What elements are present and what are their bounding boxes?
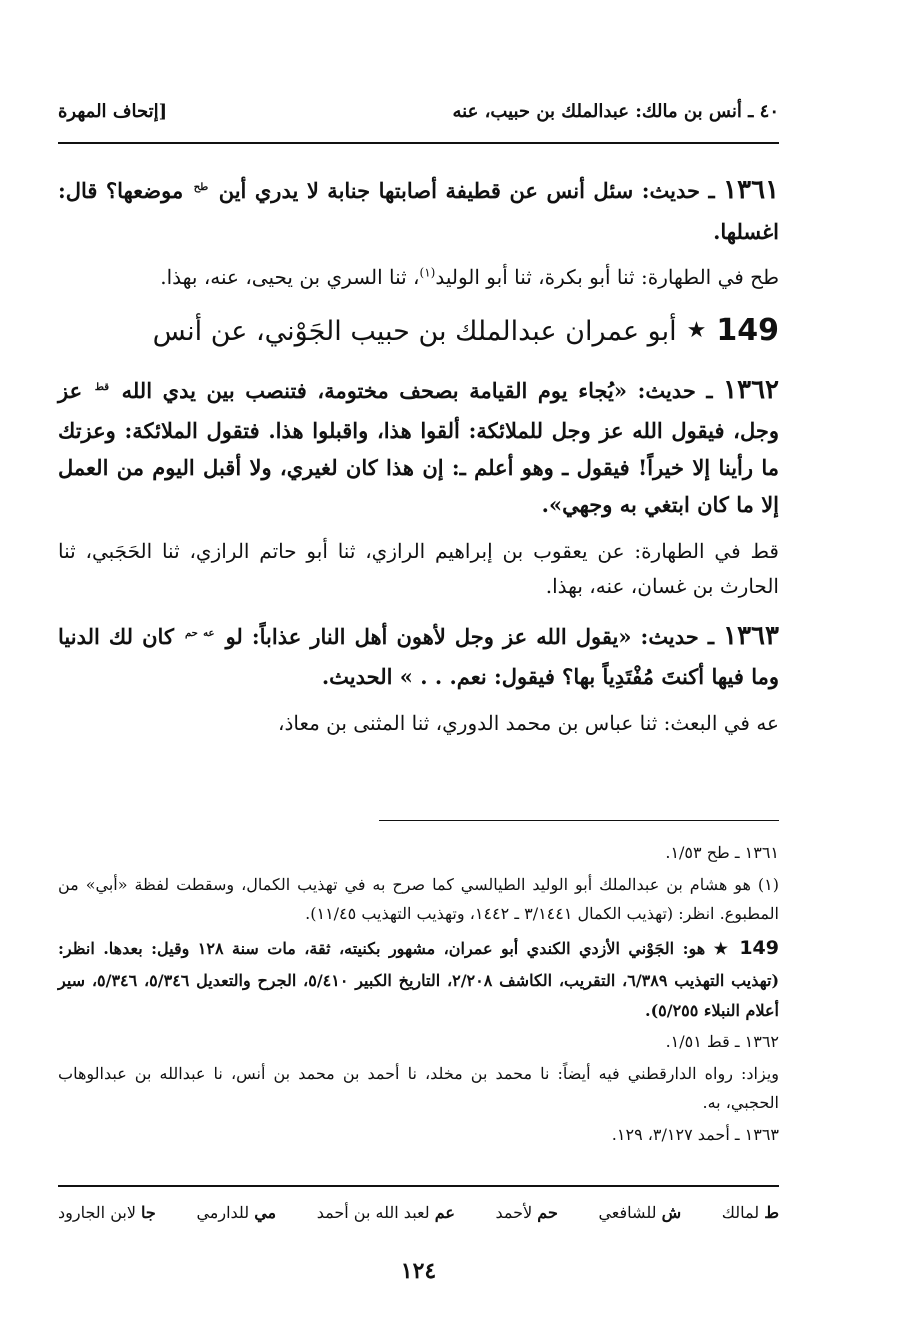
chapter-heading bbox=[58, 305, 779, 358]
hadith-text-cont: كان لك الدنيا وما فيها أكنتَ مُفْتَدِياً بها؟ فيقول: نعم. . . » الحديث. bbox=[58, 623, 779, 689]
hadith-1362 bbox=[58, 368, 779, 524]
hadith-number: ١٣٦١ bbox=[723, 175, 780, 205]
hadith-number: ١٣٦٣ bbox=[723, 620, 779, 651]
abbrev-item: ش للشافعي bbox=[598, 1203, 682, 1222]
main-text bbox=[58, 168, 779, 751]
header-book-title: [إتحاف المهرة bbox=[58, 100, 168, 122]
abbrev-item: جا لابن الجارود bbox=[58, 1203, 156, 1222]
star-icon: ★ bbox=[686, 318, 707, 344]
abbrev-item: ط لمالك bbox=[721, 1203, 779, 1222]
hadith-text: ـ حديث: «يقول الله عز وجل لأهون أهل النار عذاباً: لو bbox=[225, 623, 715, 649]
hadith-text-cont: عز وجل، فيقول الله عز وجل للملائكة: ألقوا هذا، واقبلوا هذا. فتقول الملائكة: وعزتك ما رأينا إلا خيراً! فيقول ـ وهو أعلم ـ: إن هذا كان لغيري، ولا أقبل اليوم من العمل إلا ما كان ابتغي به وجهي». bbox=[58, 377, 779, 517]
book-page bbox=[58, 0, 779, 1332]
abbrev-item: حم لأحمد bbox=[495, 1203, 558, 1222]
abbrev-item: مي للدارمي bbox=[196, 1203, 277, 1222]
footnote-item bbox=[58, 931, 779, 1025]
hadith-text-cont: موضعها؟ قال: اغسلها. bbox=[58, 178, 779, 244]
header-chapter-title: ٤٠ ـ أنس بن مالك: عبدالملك بن حبيب، عنه bbox=[452, 100, 779, 122]
source-marker: طح bbox=[193, 182, 209, 193]
abbreviation-key bbox=[58, 1203, 779, 1222]
footnotes bbox=[58, 838, 779, 1151]
hadith-text: ـ حديث: سئل أنس عن قطيفة أصابتها جنابة لا يدري أين bbox=[218, 178, 715, 203]
source-1362: قط في الطهارة: عن يعقوب بن إبراهيم الرازي، ثنا أبو حاتم الرازي، ثنا الحَجَبي، ثنا الحارث بن غسان، عنه، بهذا. bbox=[58, 538, 779, 598]
chapter-title: أبو عمران عبدالملك بن حبيب الجَوْني، عن أنس bbox=[152, 315, 677, 347]
footnote-chapter-number: 149 bbox=[739, 936, 779, 959]
footnote-item: ١٣٦٢ ـ قط ١/٥١. bbox=[665, 1032, 779, 1052]
source-marker: عه حم bbox=[185, 627, 215, 639]
star-icon: ★ bbox=[713, 938, 731, 958]
header-rule bbox=[58, 142, 779, 144]
footnote-item: ١٣٦٣ ـ أحمد ٣/١٢٧، ١٢٩. bbox=[611, 1124, 779, 1144]
source-1363: عه في البعث: ثنا عباس بن محمد الدوري، ثنا المثنى بن معاذ، bbox=[277, 710, 779, 735]
source-text-cont: ، ثنا السري بن يحيى، عنه، بهذا. bbox=[160, 265, 420, 290]
footnote-ref[interactable]: (١) bbox=[419, 265, 436, 280]
source-text: طح في الطهارة: ثنا أبو بكرة، ثنا أبو الوليد bbox=[435, 265, 779, 290]
footnote-item: ويزاد: رواه الدارقطني فيه أيضاً: نا محمد بن مخلد، نا أحمد بن محمد بن أنس، نا عبدالله بن عبدالوهاب الحجبي، به. bbox=[58, 1063, 779, 1113]
hadith-1363 bbox=[58, 614, 779, 696]
source-1361 bbox=[58, 260, 779, 295]
hadith-number: ١٣٦٢ bbox=[723, 374, 779, 405]
footnote-rule bbox=[379, 820, 779, 821]
chapter-number: 149 bbox=[716, 313, 779, 349]
abbrev-item: عم لعبد الله بن أحمد bbox=[316, 1203, 455, 1222]
footnote-item: (١) هو هشام بن عبدالملك أبو الوليد الطيالسي كما صرح به في تهذيب الكمال، وسقطت لفظة «أبي» من المطبوع. انظر: (تهذيب الكمال ٣/١٤٤١ ـ ١٤٤٢، وتهذيب التهذيب ١١/٤٥). bbox=[58, 874, 779, 924]
running-header bbox=[58, 96, 779, 126]
footnote-text: هو: الجَوْني الأزدي الكندي أبو عمران، مشهور بكنيته، ثقة، مات سنة ١٢٨ وقيل: بعدها. انظر: (تهذيب التهذيب ٦/٣٨٩، التقريب، الكاشف ٢/٢٠٨، التاريخ الكبير ٥/٤١٠، الجرح والتعديل ٥/٣٤٦، ٥/٣٤٦، سير أعلام النبلاء ٥/٢٥٥). bbox=[58, 938, 780, 1020]
hadith-1361 bbox=[58, 168, 779, 250]
bottom-rule bbox=[58, 1185, 779, 1187]
page-number: ١٢٤ bbox=[400, 1258, 437, 1284]
hadith-text: ـ حديث: «يُجاء يوم القيامة بصحف مختومة، فتنصب بين يدي الله bbox=[121, 377, 713, 403]
source-marker: قط bbox=[94, 381, 109, 393]
footnote-item: ١٣٦١ ـ طح ١/٥٣. bbox=[665, 843, 779, 862]
